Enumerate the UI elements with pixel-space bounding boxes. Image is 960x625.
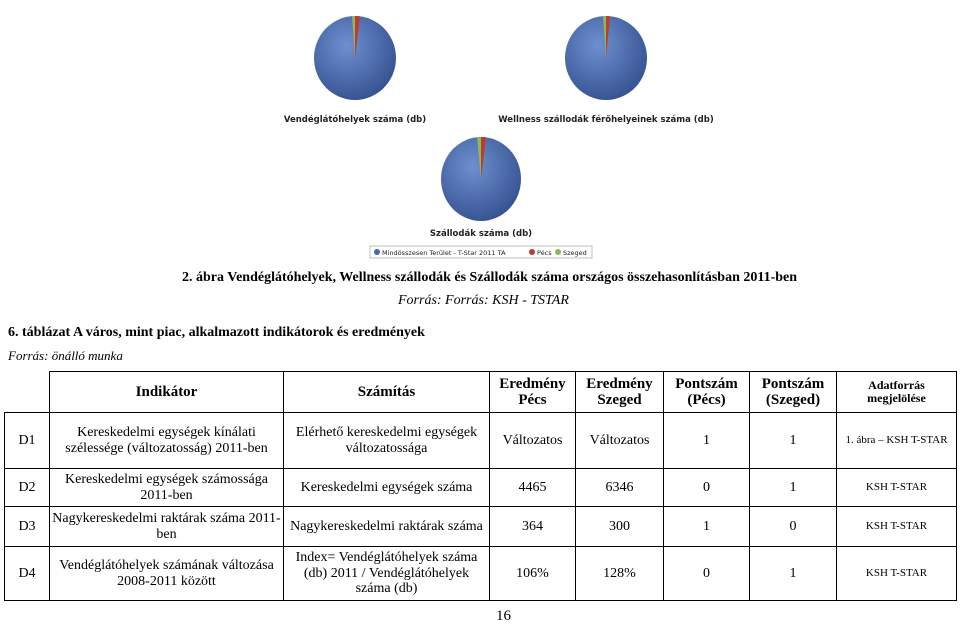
table-header-row bbox=[5, 372, 957, 413]
row-id: D2 bbox=[5, 469, 50, 507]
row-source: KSH T-STAR bbox=[837, 547, 957, 601]
row-source: 1. ábra – KSH T-STAR bbox=[837, 413, 957, 469]
legend-item-szeged: Szeged bbox=[563, 249, 587, 257]
figure-caption: 2. ábra Vendéglátóhelyek, Wellness szállodák és Szállodák száma országos összehasonlításban 2011-ben bbox=[182, 270, 798, 285]
row-id: D1 bbox=[5, 413, 50, 469]
row-pts-pecs: 1 bbox=[664, 507, 750, 547]
legend-item-total: Mindösszesen Terület - T-Star 2011 TA bbox=[382, 249, 506, 257]
row-res-pecs: 4465 bbox=[490, 469, 576, 507]
row-pts-szeged: 0 bbox=[750, 507, 837, 547]
chart-legend bbox=[370, 246, 592, 258]
row-source: KSH T-STAR bbox=[837, 507, 957, 547]
table-row bbox=[5, 547, 957, 601]
table-row bbox=[5, 413, 957, 469]
header-pts-szeged: Pontszám (Szeged) bbox=[750, 372, 837, 413]
row-pts-szeged: 1 bbox=[750, 547, 837, 601]
pie-wellness bbox=[565, 16, 647, 100]
pie3-label: Szállodák száma (db) bbox=[429, 229, 533, 239]
pie-vendeglatohelyek bbox=[314, 16, 396, 100]
header-pts-pecs: Pontszám (Pécs) bbox=[664, 372, 750, 413]
row-calc: Nagykereskedelmi raktárak száma bbox=[284, 507, 490, 547]
header-res-szeged: Eredmény Szeged bbox=[576, 372, 664, 413]
row-pts-pecs: 1 bbox=[664, 413, 750, 469]
row-indicator: Kereskedelmi egységek kínálati szélessége (változatosság) 2011-ben bbox=[50, 413, 284, 469]
row-res-szeged: Változatos bbox=[576, 413, 664, 469]
row-pts-szeged: 1 bbox=[750, 413, 837, 469]
row-indicator: Vendéglátóhelyek számának változása 2008-2011 között bbox=[50, 547, 284, 601]
row-res-pecs: 364 bbox=[490, 507, 576, 547]
figure-source: Forrás: Forrás: KSH - TSTAR bbox=[398, 293, 569, 308]
pie2-label: Wellness szállodák férőhelyeinek száma (db) bbox=[498, 115, 714, 125]
row-res-szeged: 300 bbox=[576, 507, 664, 547]
pie-charts-svg bbox=[225, 4, 737, 262]
row-pts-szeged: 1 bbox=[750, 469, 837, 507]
header-calc: Számítás bbox=[284, 372, 490, 413]
row-pts-pecs: 0 bbox=[664, 469, 750, 507]
row-source: KSH T-STAR bbox=[837, 469, 957, 507]
table-row bbox=[5, 507, 957, 547]
header-source: Adatforrás megjelölése bbox=[837, 372, 957, 413]
row-pts-pecs: 0 bbox=[664, 547, 750, 601]
table-source: Forrás: önálló munka bbox=[8, 348, 123, 363]
row-calc: Kereskedelmi egységek száma bbox=[284, 469, 490, 507]
row-res-pecs: 106% bbox=[490, 547, 576, 601]
row-indicator: Nagykereskedelmi raktárak száma 2011-ben bbox=[50, 507, 284, 547]
row-res-szeged: 6346 bbox=[576, 469, 664, 507]
row-res-pecs: Változatos bbox=[490, 413, 576, 469]
row-res-szeged: 128% bbox=[576, 547, 664, 601]
indicator-table bbox=[4, 371, 957, 601]
pie1-label: Vendéglátóhelyek száma (db) bbox=[283, 115, 427, 125]
row-indicator: Kereskedelmi egységek számossága 2011-ben bbox=[50, 469, 284, 507]
page-number: 16 bbox=[496, 608, 511, 624]
header-res-pecs: Eredmény Pécs bbox=[490, 372, 576, 413]
table-title: 6. táblázat A város, mint piac, alkalmazott indikátorok és eredmények bbox=[8, 325, 425, 340]
header-indicator: Indikátor bbox=[50, 372, 284, 413]
pie-szallodak bbox=[441, 137, 521, 221]
table-row bbox=[5, 469, 957, 507]
header-id bbox=[5, 372, 50, 413]
row-id: D4 bbox=[5, 547, 50, 601]
row-calc: Elérhető kereskedelmi egységek változatossága bbox=[284, 413, 490, 469]
row-calc: Index= Vendéglátóhelyek száma (db) 2011 / Vendéglátóhelyek száma (db) bbox=[284, 547, 490, 601]
pie-charts-figure bbox=[225, 4, 737, 262]
row-id: D3 bbox=[5, 507, 50, 547]
legend-item-pecs: Pécs bbox=[537, 249, 552, 257]
